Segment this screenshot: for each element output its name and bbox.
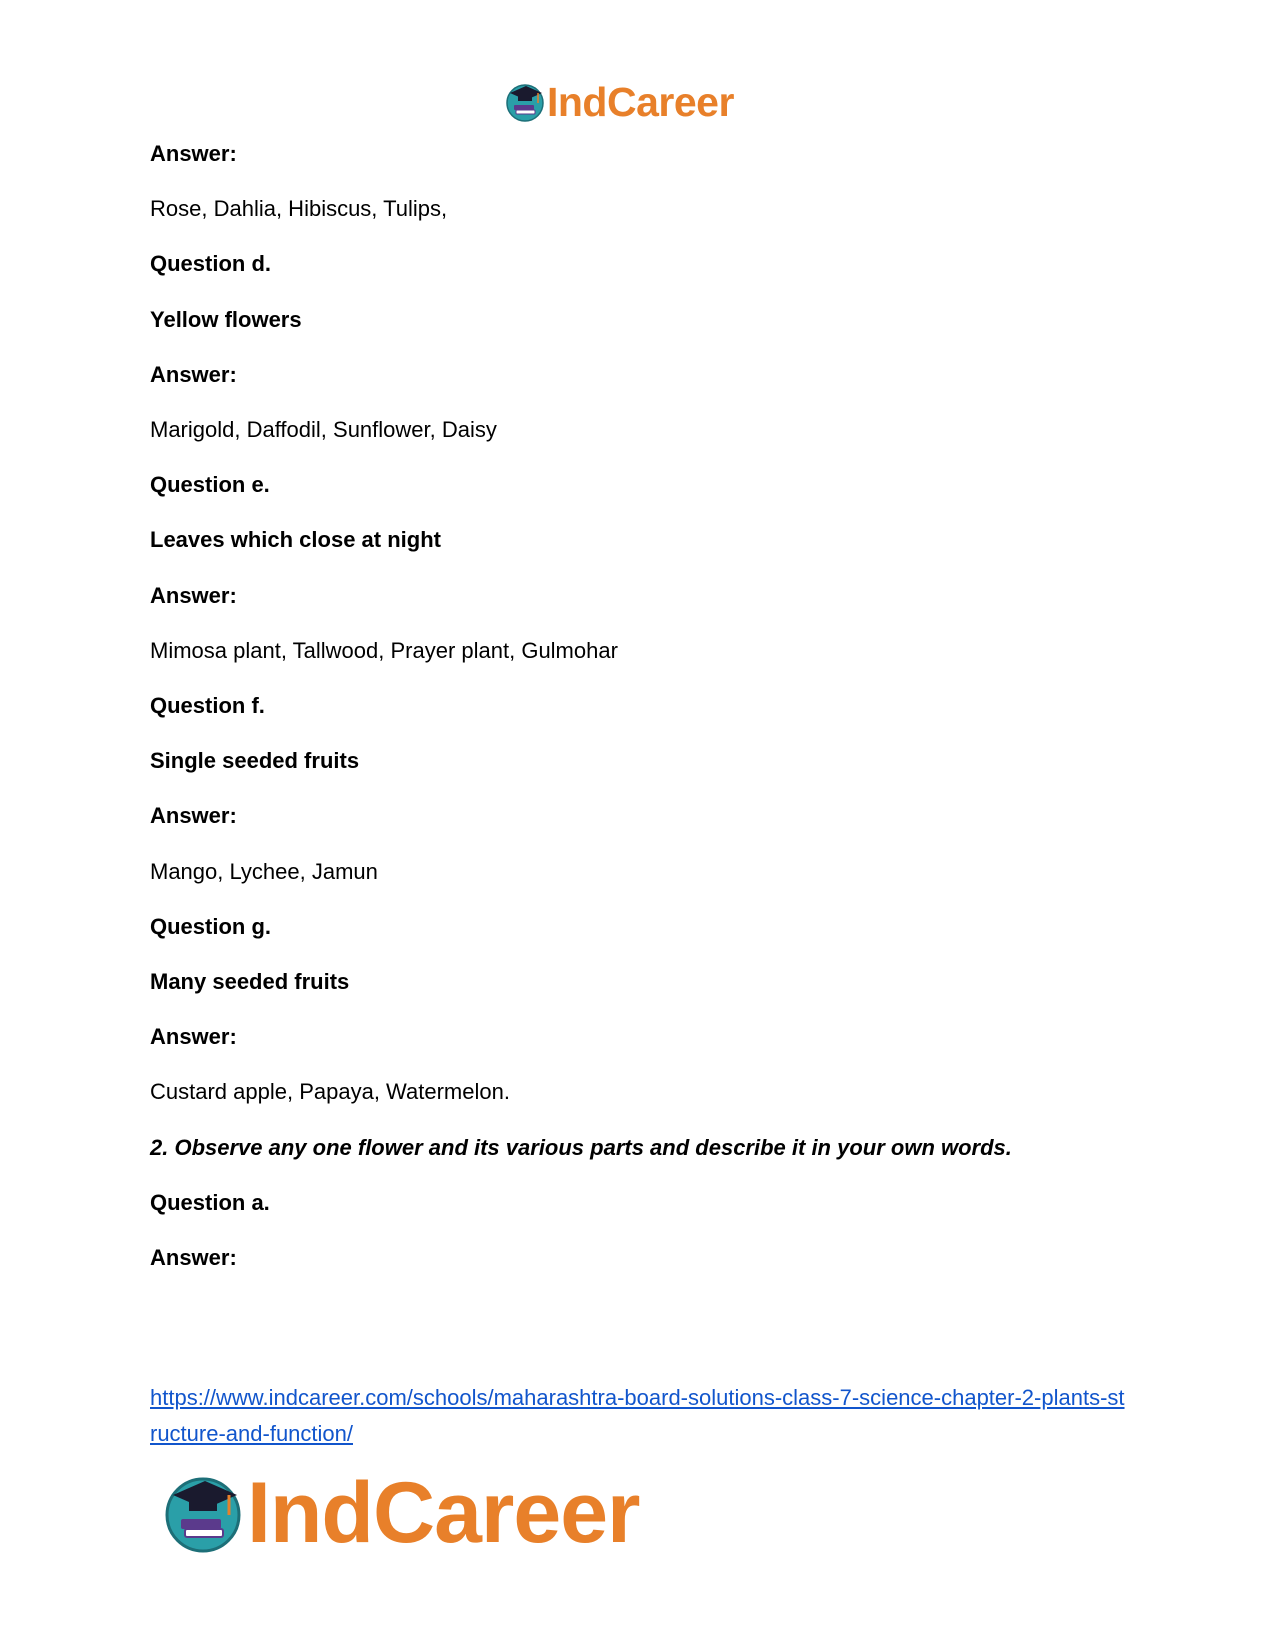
label-text: Answer: [150,141,237,166]
source-link[interactable]: https://www.indcareer.com/schools/maharashtra-board-solutions-class-7-science-chapter-2-plants-structure-and-function/ [150,1385,1125,1446]
label-text: Answer: [150,361,237,387]
label-text: Yellow flowers [150,306,302,332]
label-text: Answer: [150,1245,237,1270]
label-text: Many seeded fruits [150,969,350,994]
section-heading: 2. Observe any one flower and its various parts and describe it in your own words. [150,1134,1012,1160]
label-text: Answer: [150,1024,237,1050]
brand-name: IndCareer [247,1464,640,1561]
brand-name: IndCareer [547,78,734,125]
label-text: Answer: [150,803,237,829]
answer-text: Rose, Dahlia, Hibiscus, Tulips, [150,196,448,222]
label-text: Answer: [150,582,237,608]
footer-logo [161,1464,640,1561]
label-text: Question d. [150,251,271,277]
label-text: Question e. [150,472,270,498]
label-text: Leaves which close at night [150,527,441,553]
answer-text: Mango, Lychee, Jamun [150,858,378,884]
answer-text: Mimosa plant, Tallwood, Prayer plant, Gulmohar [150,637,618,663]
answer-text: Custard apple, Papaya, Watermelon. [150,1079,510,1105]
header-logo [504,78,734,126]
label-text: Question g. [150,913,271,939]
label-text: Question f. [150,693,265,718]
answer-text: Marigold, Daffodil, Sunflower, Daisy [150,417,497,442]
graduation-cap-books-icon [161,1471,245,1555]
graduation-cap-books-icon [504,81,546,123]
label-text: Question a. [150,1189,270,1215]
label-text: Single seeded fruits [150,748,360,774]
